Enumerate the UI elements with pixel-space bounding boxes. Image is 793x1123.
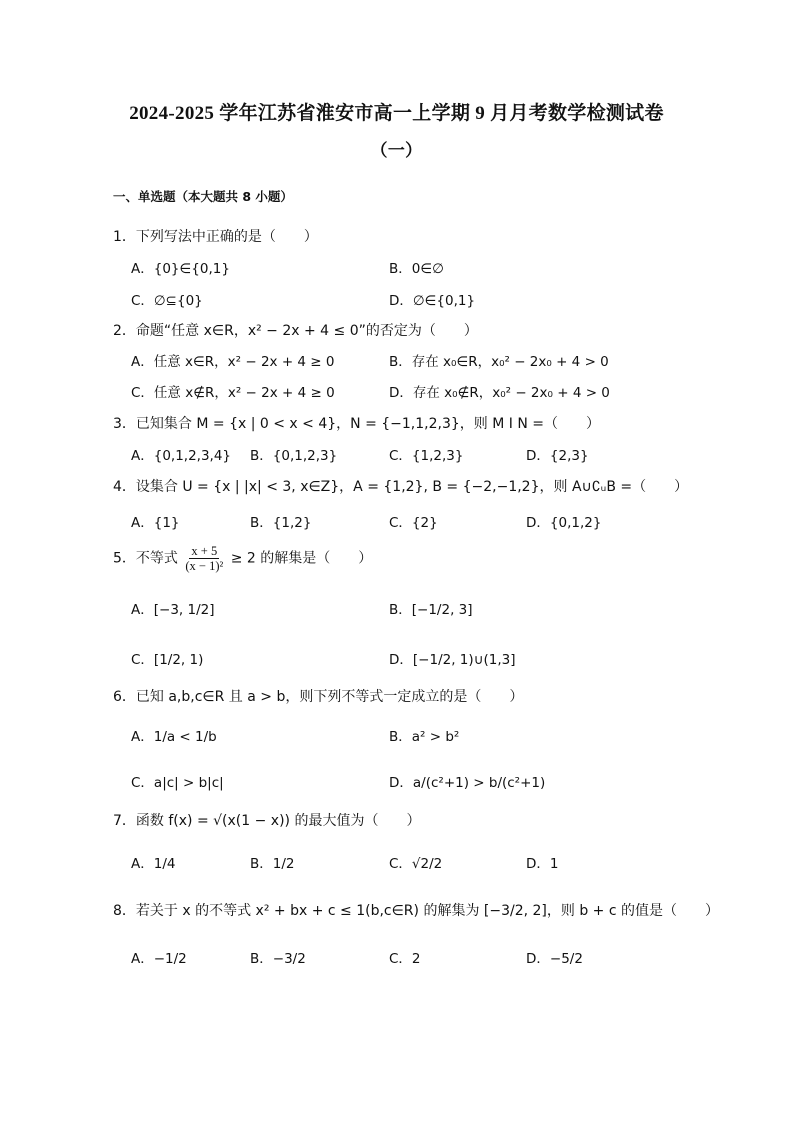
q8-option-a[interactable]: A．−1/2 [131, 951, 187, 967]
q5-fraction [183, 544, 225, 573]
question-4: 4．设集合 U = {x | |x| < 3, x∈Z}，A = {1,2}, B = {−2,−1,2}，则 A∪∁ᵤB =（ ） [113, 479, 689, 495]
q8-option-b[interactable]: B．−3/2 [250, 951, 306, 967]
q2-option-b[interactable]: B．存在 x₀∈R，x₀² − 2x₀ + 4 > 0 [389, 354, 609, 370]
q3-option-a[interactable]: A．{0,1,2,3,4} [131, 448, 232, 464]
q7-option-b[interactable]: B．1/2 [250, 856, 295, 872]
q4-option-c[interactable]: C．{2} [389, 515, 438, 531]
q8-option-d[interactable]: D．−5/2 [526, 951, 583, 967]
q5-option-d[interactable]: D．[−1/2, 1)∪(1,3] [389, 652, 516, 668]
q6-option-c[interactable]: C．a|c| > b|c| [131, 775, 224, 791]
q5-stem-prefix: 5．不等式 [113, 550, 178, 567]
question-2: 2．命题“任意 x∈R，x² − 2x + 4 ≤ 0”的否定为（ ） [113, 323, 478, 339]
q2-option-a[interactable]: A．任意 x∈R，x² − 2x + 4 ≥ 0 [131, 354, 335, 370]
question-8: 8．若关于 x 的不等式 x² + bx + c ≤ 1(b,c∈R) 的解集为 [−3/2, 2]，则 b + c 的值是（ ） [113, 903, 719, 919]
q7-option-a[interactable]: A．1/4 [131, 856, 176, 872]
q1-option-c[interactable]: C．∅⊆{0} [131, 293, 203, 309]
q1-option-a[interactable]: A．{0}∈{0,1} [131, 261, 230, 277]
q3-option-b[interactable]: B．{0,1,2,3} [250, 448, 338, 464]
question-5 [113, 544, 372, 573]
q3-option-d[interactable]: D．{2,3} [526, 448, 589, 464]
q5-stem-suffix: ≥ 2 的解集是（ ） [230, 550, 373, 567]
q7-option-d[interactable]: D．1 [526, 856, 559, 872]
question-3: 3．已知集合 M = {x | 0 < x < 4}，N = {−1,1,2,3}，则 M I N =（ ） [113, 416, 600, 432]
q1-option-b[interactable]: B．0∈∅ [389, 261, 444, 277]
q2-option-d[interactable]: D．存在 x₀∉R，x₀² − 2x₀ + 4 > 0 [389, 385, 610, 401]
q5-option-c[interactable]: C．[1/2, 1) [131, 652, 204, 668]
q2-option-c[interactable]: C．任意 x∉R，x² − 2x + 4 ≥ 0 [131, 385, 335, 401]
exam-title-suffix: （一） [370, 141, 423, 160]
q5-fraction-denominator: (x − 1)² [185, 559, 224, 573]
exam-title: 2024-2025 学年江苏省淮安市高一上学期 9 月月考数学检测试卷 [129, 103, 664, 124]
q6-option-a[interactable]: A．1/a < 1/b [131, 729, 217, 745]
question-1: 1．下列写法中正确的是（ ） [113, 229, 318, 245]
question-7: 7．函数 f(x) = √(x(1 − x)) 的最大值为（ ） [113, 813, 421, 829]
question-6: 6．已知 a,b,c∈R 且 a > b，则下列不等式一定成立的是（ ） [113, 689, 524, 705]
q5-option-b[interactable]: B．[−1/2, 3] [389, 602, 473, 618]
section-heading: 一、单选题（本大题共 8 小题） [113, 189, 293, 204]
q1-option-d[interactable]: D．∅∈{0,1} [389, 293, 476, 309]
q6-option-d[interactable]: D．a/(c²+1) > b/(c²+1) [389, 775, 546, 791]
q5-option-a[interactable]: A．[−3, 1/2] [131, 602, 215, 618]
q7-option-c[interactable]: C．√2/2 [389, 856, 443, 872]
q5-fraction-numerator: x + 5 [191, 544, 218, 558]
q4-option-b[interactable]: B．{1,2} [250, 515, 312, 531]
q6-option-b[interactable]: B．a² > b² [389, 729, 460, 745]
q4-option-d[interactable]: D．{0,1,2} [526, 515, 602, 531]
q8-option-c[interactable]: C．2 [389, 951, 421, 967]
q4-option-a[interactable]: A．{1} [131, 515, 180, 531]
q3-option-c[interactable]: C．{1,2,3} [389, 448, 464, 464]
